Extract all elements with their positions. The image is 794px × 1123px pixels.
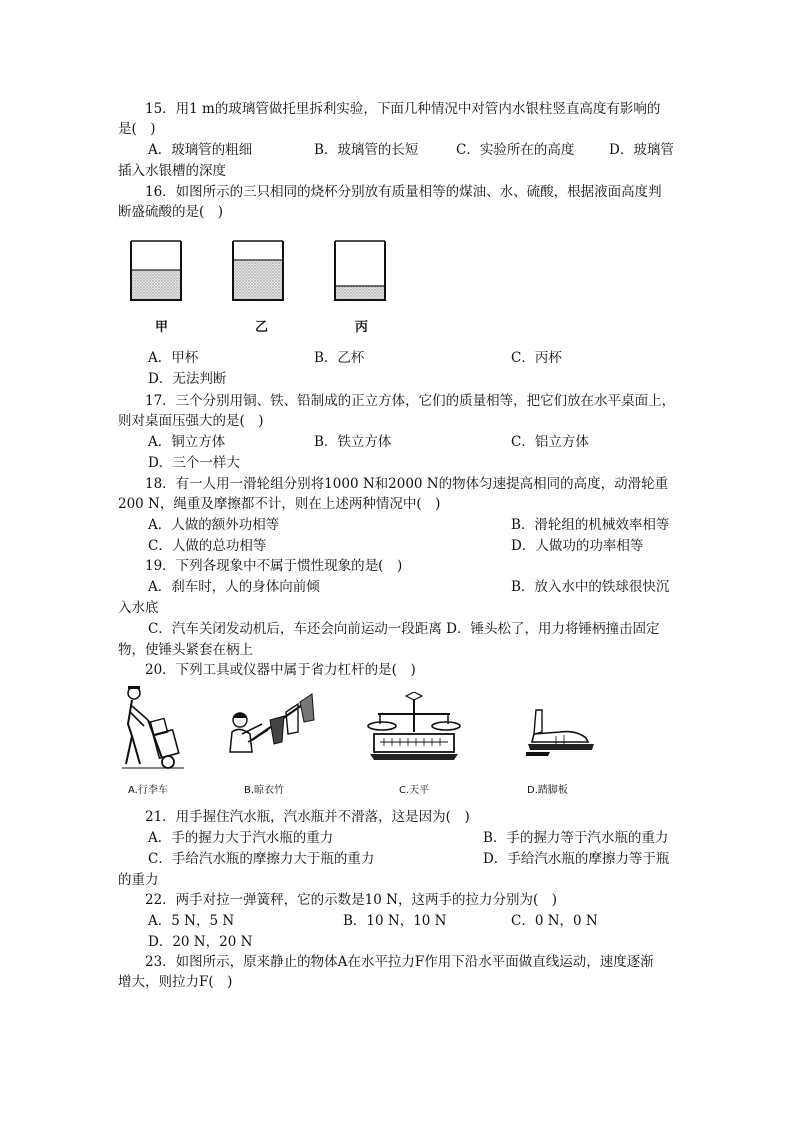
clothes-pole-figure <box>222 690 322 766</box>
q22-option-d: D．20 N，20 N <box>148 934 253 950</box>
q18-stem-line1: 18．有一人用一滑轮组分别将1000 N和2000 N的物体匀速提高相同的高度，动滑轮重 <box>145 476 669 492</box>
q19-option-b: B．放入水中的铁球很快沉 <box>511 579 670 595</box>
q16-option-b: B．乙杯 <box>314 350 365 366</box>
q21-option-a: A．手的握力大于汽水瓶的重力 <box>148 830 334 846</box>
q21-option-c: C．手给汽水瓶的摩擦力大于瓶的重力 <box>148 851 375 867</box>
q18-option-a: A．人做的额外功相等 <box>148 517 280 533</box>
q20-stem-line1: 20．下列工具或仪器中属于省力杠杆的是( ) <box>145 662 416 678</box>
q18-option-d: D．人做功的功率相等 <box>511 538 644 554</box>
beaker-label-jia: 甲 <box>155 320 169 335</box>
figure-caption-d: D.踏脚板 <box>527 785 568 796</box>
q19-option-a: A．刹车时，人的身体向前倾 <box>148 579 320 595</box>
luggage-cart-figure <box>118 684 190 774</box>
q15-option-a: A．玻璃管的粗细 <box>148 142 253 158</box>
q18-stem-line2: 200 N，绳重及摩擦都不计，则在上述两种情况中( ) <box>118 496 441 512</box>
q19-option-c: C．汽车关闭发动机后，车还会向前运动一段距离 D．锤头松了，用力将锤柄撞击固定 <box>148 621 660 637</box>
beaker-label-yi: 乙 <box>255 320 269 335</box>
q17-option-c: C．铝立方体 <box>511 434 589 450</box>
q22-stem-line1: 22．两手对拉一弹簧秤，它的示数是10 N，这两手的拉力分别为( ) <box>145 892 557 908</box>
q16-option-d: D．无法判断 <box>148 371 227 387</box>
q19-option-b-cont: 入水底 <box>118 600 159 616</box>
q16-option-a: A．甲杯 <box>148 350 199 366</box>
beaker-bing <box>335 241 385 300</box>
q15-option-c: C．实验所在的高度 <box>456 142 575 158</box>
q15-option-d: D．玻璃管 <box>609 142 674 158</box>
q15-option-b: B．玻璃管的长短 <box>314 142 419 158</box>
q17-option-a: A．铜立方体 <box>148 434 226 450</box>
q22-option-c: C．0 N，0 N <box>511 913 598 929</box>
q22-option-b: B．10 N，10 N <box>343 913 447 929</box>
balance-figure <box>366 692 462 764</box>
q21-option-b: B．手的握力等于汽水瓶的重力 <box>483 830 669 846</box>
q17-option-d: D．三个一样大 <box>148 455 240 471</box>
q17-option-b: B．铁立方体 <box>314 434 392 450</box>
q15-stem-line2: 是( ) <box>118 121 156 137</box>
q16-stem-line2: 断盛硫酸的是( ) <box>118 204 224 220</box>
q22-option-a: A．5 N，5 N <box>148 913 235 929</box>
q21-option-d-cont: 的重力 <box>118 872 159 888</box>
beaker-jia <box>131 241 181 300</box>
beakers-figure <box>125 238 395 308</box>
figure-caption-c: C.天平 <box>399 785 430 796</box>
figure-caption-a: A.行李车 <box>128 785 168 796</box>
beaker-yi <box>233 241 283 300</box>
q16-stem-line1: 16．如图所示的三只相同的烧杯分别放有质量相等的煤油、水、硫酸，根据液面高度判 <box>145 184 662 200</box>
q21-option-d: D．手给汽水瓶的摩擦力等于瓶 <box>483 851 670 867</box>
q21-stem-line1: 21．用手握住汽水瓶，汽水瓶并不滑落，这是因为( ) <box>145 809 470 825</box>
q19-stem-line1: 19．下列各现象中不属于惯性现象的是( ) <box>145 558 403 574</box>
beaker-label-bing: 丙 <box>355 320 369 335</box>
pedal-figure <box>520 708 600 758</box>
q17-stem-line1: 17．三个分别用铜、铁、铅制成的正立方体，它们的质量相等，把它们放在水平桌面上， <box>145 393 676 409</box>
q18-option-c: C．人做的总功相等 <box>148 538 267 554</box>
q16-option-c: C．丙杯 <box>511 350 562 366</box>
q18-option-b: B．滑轮组的机械效率相等 <box>511 517 670 533</box>
q23-stem-line1: 23．如图所示，原来静止的物体A在水平拉力F作用下沿水平面做直线运动，速度逐渐 <box>145 954 654 970</box>
q17-stem-line2: 则对桌面压强大的是( ) <box>118 413 264 429</box>
q15-stem-line1: 15．用1 m的玻璃管做托里拆利实验，下面几种情况中对管内水银柱竖直高度有影响的 <box>145 101 661 117</box>
figure-caption-b: B.晾衣竹 <box>244 785 285 796</box>
q23-stem-line2: 增大，则拉力F( ) <box>118 974 233 990</box>
q15-option-d-cont: 插入水银槽的深度 <box>118 163 226 179</box>
q19-option-d-cont: 物，使锤头紧套在柄上 <box>118 642 253 658</box>
